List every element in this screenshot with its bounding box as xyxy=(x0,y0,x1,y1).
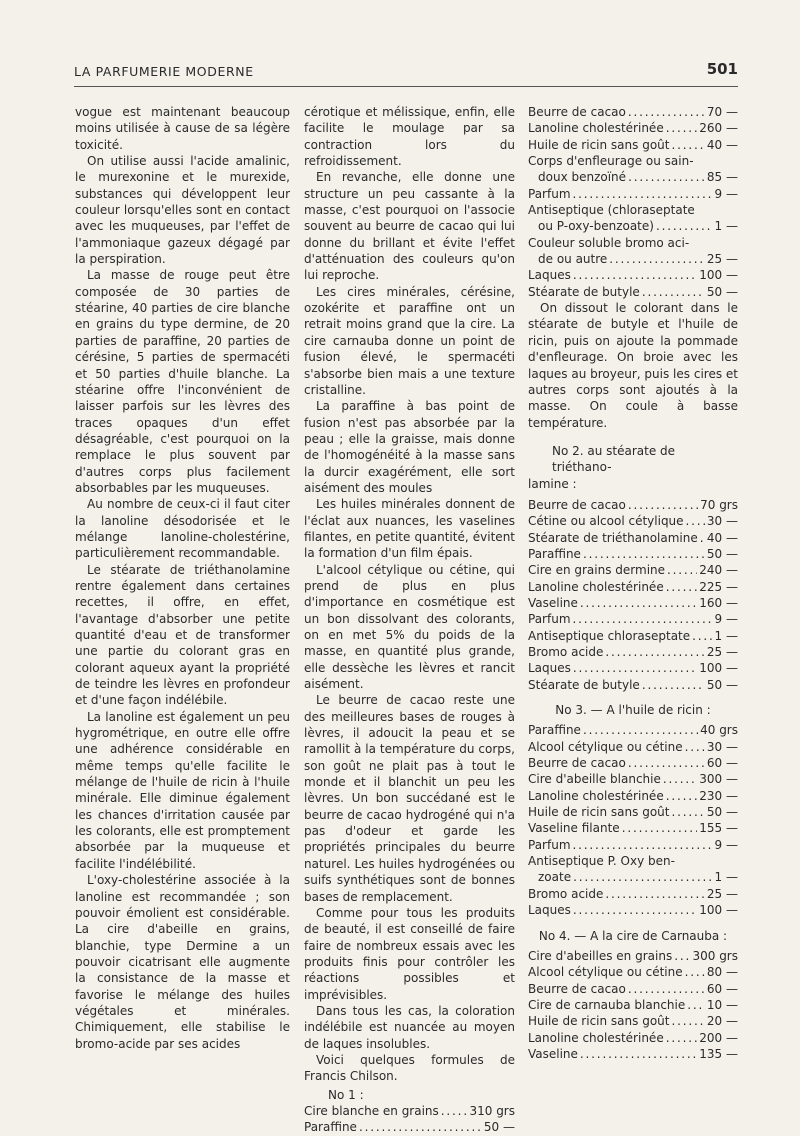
ingredient-row xyxy=(528,562,738,578)
ingredient-quantity: 200 — xyxy=(699,1030,738,1045)
leader-dots xyxy=(666,579,698,595)
ingredient-name: Stéarate de butyle xyxy=(528,677,640,692)
ingredient-row xyxy=(528,981,738,997)
paragraph: Le stéarate de triéthanolamine rentre également dans certaines recettes, il offre, en effet, l'avantage d'absorber une petite quantité d'eau et de transformer une partie du colorant gras en colorant aqueux ayant la propriété de teindre les lèvres en profondeur et d'une façon indélébile. xyxy=(75,562,290,708)
ingredient-row xyxy=(528,886,738,902)
ingredient-quantity: 240 — xyxy=(699,563,738,578)
leader-dots xyxy=(580,1046,697,1062)
ingredient-name: Huile de ricin sans goût xyxy=(528,805,670,820)
ingredient-quantity: 20 — xyxy=(706,1014,738,1029)
leader-dots xyxy=(583,722,698,738)
leader-dots xyxy=(573,611,713,627)
ingredient-quantity: 85 — xyxy=(706,170,738,185)
ingredient-row xyxy=(528,120,738,136)
ingredient-row xyxy=(528,284,738,300)
ingredient-name: Alcool cétylique ou cétine xyxy=(528,739,683,754)
leader-dots xyxy=(628,755,705,771)
ingredient-row xyxy=(528,837,738,853)
ingredient-quantity: 100 — xyxy=(699,268,738,283)
ingredient-row xyxy=(528,530,738,546)
ingredient-row xyxy=(528,628,738,644)
ingredient-name: Vaseline xyxy=(528,595,578,610)
ingredient-quantity: 30 — xyxy=(706,514,738,529)
ingredient-row xyxy=(528,546,738,562)
formula-heading: No 4. — A la cire de Carnauba : xyxy=(538,928,728,943)
column-3 xyxy=(528,104,738,1062)
ingredient-name: Cire blanche en grains xyxy=(304,1103,439,1118)
ingredient-row xyxy=(528,1030,738,1046)
ingredient-row xyxy=(528,771,738,787)
ingredient-quantity: 260 — xyxy=(699,121,738,136)
ingredient-quantity: 155 — xyxy=(699,821,738,836)
ingredient-quantity: 1 — xyxy=(714,628,738,643)
ingredient-row xyxy=(528,137,738,153)
ingredient-name: Lanoline cholestérinée xyxy=(528,1030,664,1045)
ingredient-name: Cire d'abeille blanchie xyxy=(528,772,661,787)
leader-dots xyxy=(666,788,698,804)
paragraph: cérotique et mélissique, enfin, elle facilite le moulage par sa contraction lors du refroidissement. xyxy=(304,105,515,169)
ingredient-name: Cétine ou alcool cétylique xyxy=(528,514,684,529)
paragraph: Les huiles minérales donnent de l'éclat aux nuances, les vaselines filantes, en petite quantité, évitent la formation d'un film épais. xyxy=(304,497,515,561)
ingredient-quantity: 1 — xyxy=(714,219,738,234)
formula-2-list xyxy=(528,497,738,693)
paragraph: La lanoline est également un peu hygrométrique, en outre elle offre une adhérence considérable en même temps qu'elle facilite le mélange de l'huile de ricin à l'huile minérale. Elle diminue également les chances d'irritation causée par les colorants, elle est promptement absorbée par la muqueuse et facilite l'indélébilité. xyxy=(75,709,290,871)
ingredient-name: Huile de ricin sans goût xyxy=(528,1014,670,1029)
ingredient-name: de ou autre xyxy=(538,252,608,267)
ingredient-name: Beurre de cacao xyxy=(528,981,626,996)
ingredient-row xyxy=(304,1103,515,1119)
ingredient-row xyxy=(528,186,738,202)
ingredient-quantity: 1 — xyxy=(714,870,738,885)
ingredient-quantity: 50 — xyxy=(706,805,738,820)
paragraph: Le beurre de cacao reste une des meilleures bases de rouges à lèvres, il adoucit la peau et se ramollit à la température du corps, son goût ne plait pas à tout le monde et il blanchit un peu les lèvres. Un bon succédané est le beurre de cacao hydrogéné qui n'a pas d'odeur et garde les propriétés principales du beurre naturel. Les huiles hydrogénées ou suifs synthétiques sont de bonnes bases de remplacement. xyxy=(304,693,515,904)
paragraph: On utilise aussi l'acide amalinic, le murexonine et le murexide, substances qui développent leur couleur lorsqu'elles sont en contact avec les muqueuses, par l'effet de l'ammoniaque gazeux dégagé par la perspiration. xyxy=(75,154,290,267)
leader-dots xyxy=(671,1013,704,1029)
ingredient-name: Cire de carnauba blanchie xyxy=(528,997,686,1012)
ingredient-name: Lanoline cholestérinée xyxy=(528,788,664,803)
leader-dots xyxy=(700,530,705,546)
leader-dots xyxy=(656,218,713,234)
ingredient-row xyxy=(528,677,738,693)
ingredient-name: Vaseline xyxy=(528,1046,578,1061)
leader-dots xyxy=(580,595,697,611)
leader-dots xyxy=(666,120,698,136)
ingredient-name: zoate xyxy=(538,870,572,885)
ingredient-row xyxy=(528,788,738,804)
paragraph: Voici quelques formules de Francis Chilson. xyxy=(304,1052,515,1084)
leader-dots xyxy=(666,1030,698,1046)
formula-heading: No 2. au stéarate de triéthano- xyxy=(552,443,676,475)
formula-4-list xyxy=(528,948,738,1062)
leader-dots xyxy=(573,186,713,202)
ingredient-row xyxy=(304,1119,515,1135)
paragraph: Au nombre de ceux-ci il faut citer la lanoline désodorisée et le mélange lanoline-cholestérine, particulièrement recommandable. xyxy=(75,497,290,561)
ingredient-row xyxy=(528,755,738,771)
ingredient-quantity: 25 — xyxy=(706,886,738,901)
ingredient-row xyxy=(528,218,738,234)
ingredient-quantity: 9 — xyxy=(714,612,738,627)
ingredient-name: Parfum xyxy=(528,837,571,852)
ingredient-row xyxy=(528,964,738,980)
ingredient-row xyxy=(528,579,738,595)
page-number: 501 xyxy=(706,60,738,78)
ingredient-quantity: 10 — xyxy=(706,997,738,1012)
ingredient-name-line: Corps d'enfleurage ou sain- xyxy=(528,154,694,169)
ingredient-name-line: Couleur soluble bromo aci- xyxy=(528,235,690,250)
ingredient-name: Alcool cétylique ou cétine xyxy=(528,965,683,980)
ingredient-row xyxy=(528,820,738,836)
paragraph: La masse de rouge peut être composée de 30 parties de stéarine, 40 parties de cire blanche en grains du type dermine, de 20 parties de paraffine, 20 parties de cérésine, 5 parties de spermacéti et 50 parties d'huile blanche. La stéarine offre l'inconvénient de laisser parfois sur les lèvres des traces opaques d'un effet désagréable, c'est pourquoi on la remplace le plus souvent par d'autres corps plus facilement absorbables par les muqueuses. xyxy=(75,268,290,495)
ingredient-name: Laques xyxy=(528,661,571,676)
ingredient-name: Paraffine xyxy=(304,1120,357,1135)
ingredient-name: Stéarate de butyle xyxy=(528,284,640,299)
ingredient-name: Lanoline cholestérinée xyxy=(528,579,664,594)
ingredient-name: Huile de ricin sans goût xyxy=(528,137,670,152)
leader-dots xyxy=(685,739,705,755)
ingredient-row xyxy=(528,997,738,1013)
leader-dots xyxy=(671,137,704,153)
leader-dots xyxy=(663,771,697,787)
ingredient-name: Beurre de cacao xyxy=(528,756,626,771)
column-1 xyxy=(75,104,290,1052)
leader-dots xyxy=(583,546,705,562)
ingredient-quantity: 50 — xyxy=(706,284,738,299)
ingredient-name: doux benzoïné xyxy=(538,170,627,185)
paragraph: En revanche, elle donne une structure un peu cassante à la masse, c'est pourquoi on l'associe souvent au beurre de cacao qui lui donne du brillant et évite l'effet d'atténuation des couleurs qu'on lui reproche. xyxy=(304,170,515,283)
paragraph: Dans tous les cas, la coloration indélébile est nuancée au moyen de laques insolubles. xyxy=(304,1003,515,1051)
ingredient-row xyxy=(528,497,738,513)
paragraph: L'oxy-cholestérine associée à la lanoline est recommandée ; son pouvoir émolient est considérable. La cire d'abeille en grains, blanchie, type Dermine a un pouvoir cicatrisant elle augmente la consistance de la masse et favorise le mélange des huiles végétales et minérales. Chimiquement, elle stabilise le bromo-acide par ses acides xyxy=(75,873,290,1051)
running-title: LA PARFUMERIE MODERNE xyxy=(74,64,254,79)
ingredient-name: Laques xyxy=(528,268,571,283)
ingredient-name: Cire d'abeilles en grains xyxy=(528,948,673,963)
ingredient-row xyxy=(528,104,738,120)
leader-dots xyxy=(686,513,705,529)
ingredient-name: Paraffine xyxy=(528,546,581,561)
leader-dots xyxy=(628,497,698,513)
formula-1-continued-list xyxy=(528,104,738,300)
leader-dots xyxy=(605,886,705,902)
ingredient-row xyxy=(528,902,738,918)
leader-dots xyxy=(605,644,705,660)
leader-dots xyxy=(642,284,705,300)
ingredient-quantity: 40 grs xyxy=(700,723,738,738)
ingredient-name-line: Antiseptique (chloraseptate xyxy=(528,203,695,218)
ingredient-row xyxy=(528,804,738,820)
ingredient-row xyxy=(528,251,738,267)
ingredient-name-line: Antiseptique P. Oxy ben- xyxy=(528,854,675,869)
ingredient-name: Laques xyxy=(528,903,571,918)
leader-dots xyxy=(692,628,712,644)
ingredient-row xyxy=(528,1046,738,1062)
ingredient-row xyxy=(528,611,738,627)
ingredient-quantity: 50 — xyxy=(706,677,738,692)
paragraph: Les cires minérales, cérésine, ozokérite et paraffine ont un retrait moins grand que la cire. La cire carnauba donne un point de fusion élevé, le spermacéti s'absorbe bien mais a une texture cristalline. xyxy=(304,284,515,397)
ingredient-name: Beurre de cacao xyxy=(528,105,626,119)
leader-dots xyxy=(622,820,698,836)
ingredient-name: ou P-oxy-benzoate) xyxy=(538,219,654,234)
ingredient-name: Cire en grains dermine xyxy=(528,563,666,578)
ingredient-quantity: 25 — xyxy=(706,645,738,659)
leader-dots xyxy=(573,267,697,283)
ingredient-quantity: 9 — xyxy=(714,837,738,852)
ingredient-quantity: 60 — xyxy=(706,756,738,771)
formula-heading: No 1 : xyxy=(328,1087,364,1102)
formula-3-list xyxy=(528,722,738,918)
leader-dots xyxy=(642,677,705,693)
ingredient-quantity: 310 grs xyxy=(469,1103,515,1118)
ingredient-name: Bromo acide xyxy=(528,886,604,901)
ingredient-row xyxy=(528,660,738,676)
ingredient-quantity: 50 — xyxy=(483,1120,515,1135)
paragraph: L'alcool cétylique ou cétine, qui prend de plus en plus d'importance en cosmétique est un bon dissolvant des colorants, on en met 5% du poids de la masse, en quantité plus grande, elle dessèche les lèvres et rancit aisément. xyxy=(304,562,515,692)
ingredient-row xyxy=(528,948,738,964)
ingredient-quantity: 230 — xyxy=(699,788,738,803)
ingredient-name: Lanoline cholestérinée xyxy=(528,121,664,136)
ingredient-name: Antiseptique chloraseptate xyxy=(528,628,691,643)
leader-dots xyxy=(628,981,705,997)
formula-heading: No 3. — A l'huile de ricin : xyxy=(555,703,711,718)
leader-dots xyxy=(573,660,697,676)
ingredient-quantity: 50 — xyxy=(706,546,738,561)
ingredient-name: Paraffine xyxy=(528,723,581,738)
ingredient-row xyxy=(528,169,738,185)
leader-dots xyxy=(671,804,704,820)
ingredient-quantity: 70 grs xyxy=(700,497,738,512)
formula-1-list xyxy=(304,1103,515,1136)
paragraph: vogue est maintenant beaucoup moins utilisée à cause de sa légère toxicité. xyxy=(75,105,290,152)
ingredient-quantity: 70 — xyxy=(706,105,738,119)
leader-dots xyxy=(674,948,690,964)
leader-dots xyxy=(609,251,705,267)
ingredient-quantity: 100 — xyxy=(699,661,738,676)
ingredient-quantity: 30 — xyxy=(706,739,738,754)
ingredient-quantity: 40 — xyxy=(706,530,738,545)
ingredient-row xyxy=(528,722,738,738)
ingredient-name: Parfum xyxy=(528,186,571,201)
page-header xyxy=(74,58,738,87)
paragraph: Comme pour tous les produits de beauté, il est conseillé de faire faire de nombreux essais avec les produits finis pour contrôler les réactions possibles et imprévisibles. xyxy=(304,905,515,1002)
ingredient-row xyxy=(528,869,738,885)
formula-heading-continued: lamine : xyxy=(528,476,577,491)
ingredient-row xyxy=(528,739,738,755)
leader-dots xyxy=(628,169,705,185)
ingredient-quantity: 60 — xyxy=(706,981,738,996)
ingredient-row xyxy=(528,595,738,611)
ingredient-row xyxy=(528,1013,738,1029)
ingredient-quantity: 300 grs xyxy=(692,948,738,963)
leader-dots xyxy=(441,1103,468,1119)
ingredient-row xyxy=(528,513,738,529)
leader-dots xyxy=(628,104,705,120)
ingredient-name: Stéarate de triéthanolamine xyxy=(528,530,698,545)
ingredient-quantity: 225 — xyxy=(699,579,738,594)
ingredient-quantity: 25 — xyxy=(706,252,738,267)
ingredient-name: Bromo acide xyxy=(528,645,604,659)
ingredient-quantity: 300 — xyxy=(699,772,738,787)
leader-dots xyxy=(359,1119,482,1135)
column-2 xyxy=(304,104,515,1136)
ingredient-quantity: 100 — xyxy=(699,903,738,918)
ingredient-quantity: 9 — xyxy=(714,186,738,201)
ingredient-row xyxy=(528,267,738,283)
ingredient-row xyxy=(528,644,738,660)
ingredient-name: Beurre de cacao xyxy=(528,497,626,512)
ingredient-name: Vaseline filante xyxy=(528,821,620,836)
leader-dots xyxy=(573,837,713,853)
formula-note: On dissout le colorant dans le stéarate de butyle et l'huile de ricin, puis on ajoute la pommade d'enfleurage. On broie avec les laques au broyeur, puis les cires et autres corps sont ajoutés à la masse. On coule à basse température. xyxy=(528,301,738,430)
ingredient-quantity: 160 — xyxy=(699,595,738,610)
leader-dots xyxy=(573,902,697,918)
paragraph: La paraffine à bas point de fusion n'est pas absorbée par la peau ; elle la graisse, mais donne de l'homogénéité à la masse sans la durcir exagérément, elle sort aisément des moules xyxy=(304,399,515,495)
ingredient-name: Parfum xyxy=(528,612,571,627)
leader-dots xyxy=(573,869,712,885)
ingredient-quantity: 135 — xyxy=(699,1046,738,1061)
leader-dots xyxy=(687,997,705,1013)
ingredient-quantity: 40 — xyxy=(706,137,738,152)
leader-dots xyxy=(685,964,705,980)
leader-dots xyxy=(667,562,697,578)
ingredient-quantity: 80 — xyxy=(706,965,738,980)
